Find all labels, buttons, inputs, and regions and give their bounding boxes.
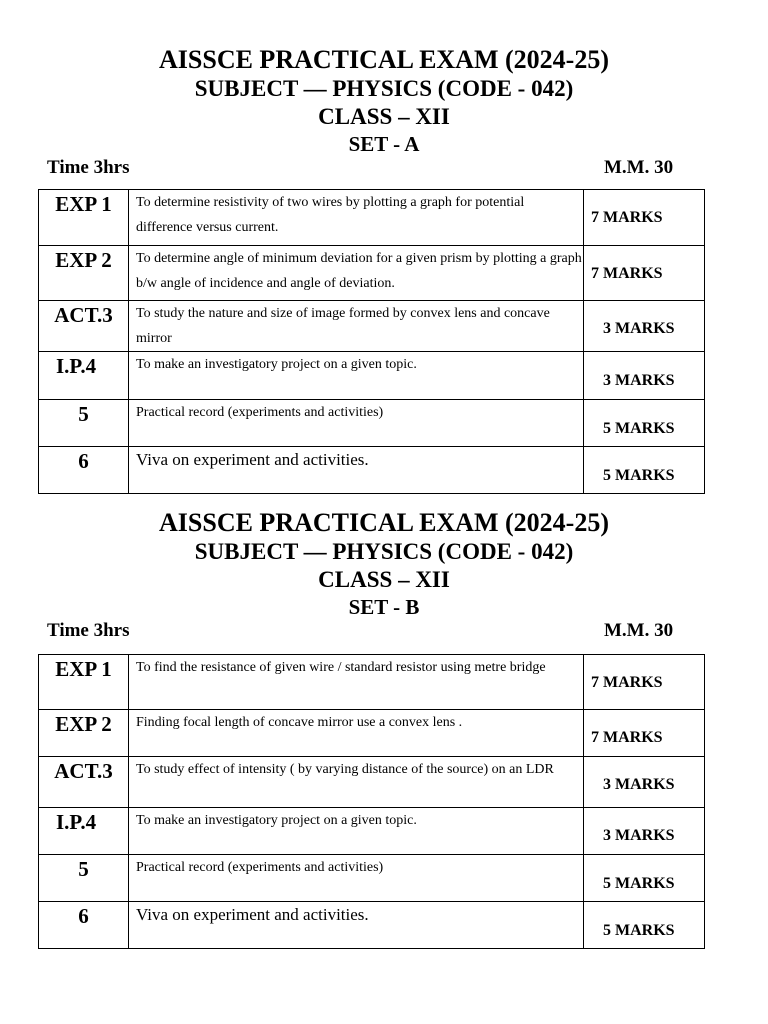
row-description: To make an investigatory project on a given topic. (129, 352, 584, 400)
row-marks: 5 MARKS (603, 922, 675, 939)
set-b-table (38, 654, 705, 949)
subject-line: SUBJECT — PHYSICS (CODE - 042) (194, 539, 574, 564)
row-label: 5 (39, 400, 129, 447)
max-marks-label: M.M. 30 (604, 157, 674, 178)
set-line: SET - B (348, 595, 420, 619)
table-row (39, 301, 705, 352)
row-label: I.P.4 (39, 808, 129, 855)
time-label: Time 3hrs (47, 620, 130, 641)
table-row (39, 190, 705, 246)
row-marks: 7 MARKS (591, 209, 663, 226)
table-row (39, 808, 705, 855)
table-row (39, 710, 705, 757)
exam-title: AISSCE PRACTICAL EXAM (2024-25) (159, 45, 609, 74)
row-marks: 7 MARKS (591, 265, 663, 282)
max-marks-label: M.M. 30 (604, 620, 674, 641)
row-label: 6 (39, 902, 129, 949)
table-row (39, 855, 705, 902)
class-line: CLASS – XII (318, 567, 450, 592)
row-description: To find the resistance of given wire / standard resistor using metre bridge (129, 655, 584, 710)
table-row (39, 902, 705, 949)
row-description: Practical record (experiments and activities) (129, 855, 584, 902)
row-label: EXP 2 (39, 710, 129, 757)
row-description: To determine angle of minimum deviation for a given prism by plotting a graph b/w angle of incidence and angle of deviation. (129, 246, 584, 301)
table-row (39, 757, 705, 808)
set-b-header (0, 508, 768, 646)
class-line: CLASS – XII (318, 104, 450, 129)
row-label: ACT.3 (39, 301, 129, 352)
meta-row (0, 157, 768, 183)
row-description: To study effect of intensity ( by varying distance of the source) on an LDR (129, 757, 584, 808)
row-label: ACT.3 (39, 757, 129, 808)
row-description: Practical record (experiments and activities) (129, 400, 584, 447)
table-row (39, 400, 705, 447)
row-marks: 3 MARKS (603, 827, 675, 844)
row-marks: 3 MARKS (603, 372, 675, 389)
meta-row (0, 620, 768, 646)
row-label: EXP 1 (39, 190, 129, 246)
table-row (39, 447, 705, 494)
row-description: Viva on experiment and activities. (129, 902, 584, 949)
row-marks: 3 MARKS (603, 320, 675, 337)
table-row (39, 655, 705, 710)
row-description: To study the nature and size of image formed by convex lens and concave mirror (129, 301, 584, 352)
row-label: 6 (39, 447, 129, 494)
set-a-header (0, 45, 768, 183)
row-marks: 5 MARKS (603, 875, 675, 892)
set-a-table (38, 189, 705, 494)
subject-line: SUBJECT — PHYSICS (CODE - 042) (194, 76, 574, 101)
row-marks: 7 MARKS (591, 729, 663, 746)
exam-title: AISSCE PRACTICAL EXAM (2024-25) (159, 508, 609, 537)
row-marks: 5 MARKS (603, 420, 675, 437)
set-line: SET - A (348, 132, 420, 156)
row-marks: 3 MARKS (603, 776, 675, 793)
table-row (39, 246, 705, 301)
row-label: EXP 2 (39, 246, 129, 301)
row-label: 5 (39, 855, 129, 902)
row-description: To make an investigatory project on a given topic. (129, 808, 584, 855)
time-label: Time 3hrs (47, 157, 130, 178)
row-description: To determine resistivity of two wires by plotting a graph for potential difference versus current. (129, 190, 584, 246)
table-row (39, 352, 705, 400)
row-label: EXP 1 (39, 655, 129, 710)
row-label: I.P.4 (39, 352, 129, 400)
row-description: Finding focal length of concave mirror use a convex lens . (129, 710, 584, 757)
row-marks: 7 MARKS (591, 674, 663, 691)
row-marks: 5 MARKS (603, 467, 675, 484)
row-description: Viva on experiment and activities. (129, 447, 584, 494)
